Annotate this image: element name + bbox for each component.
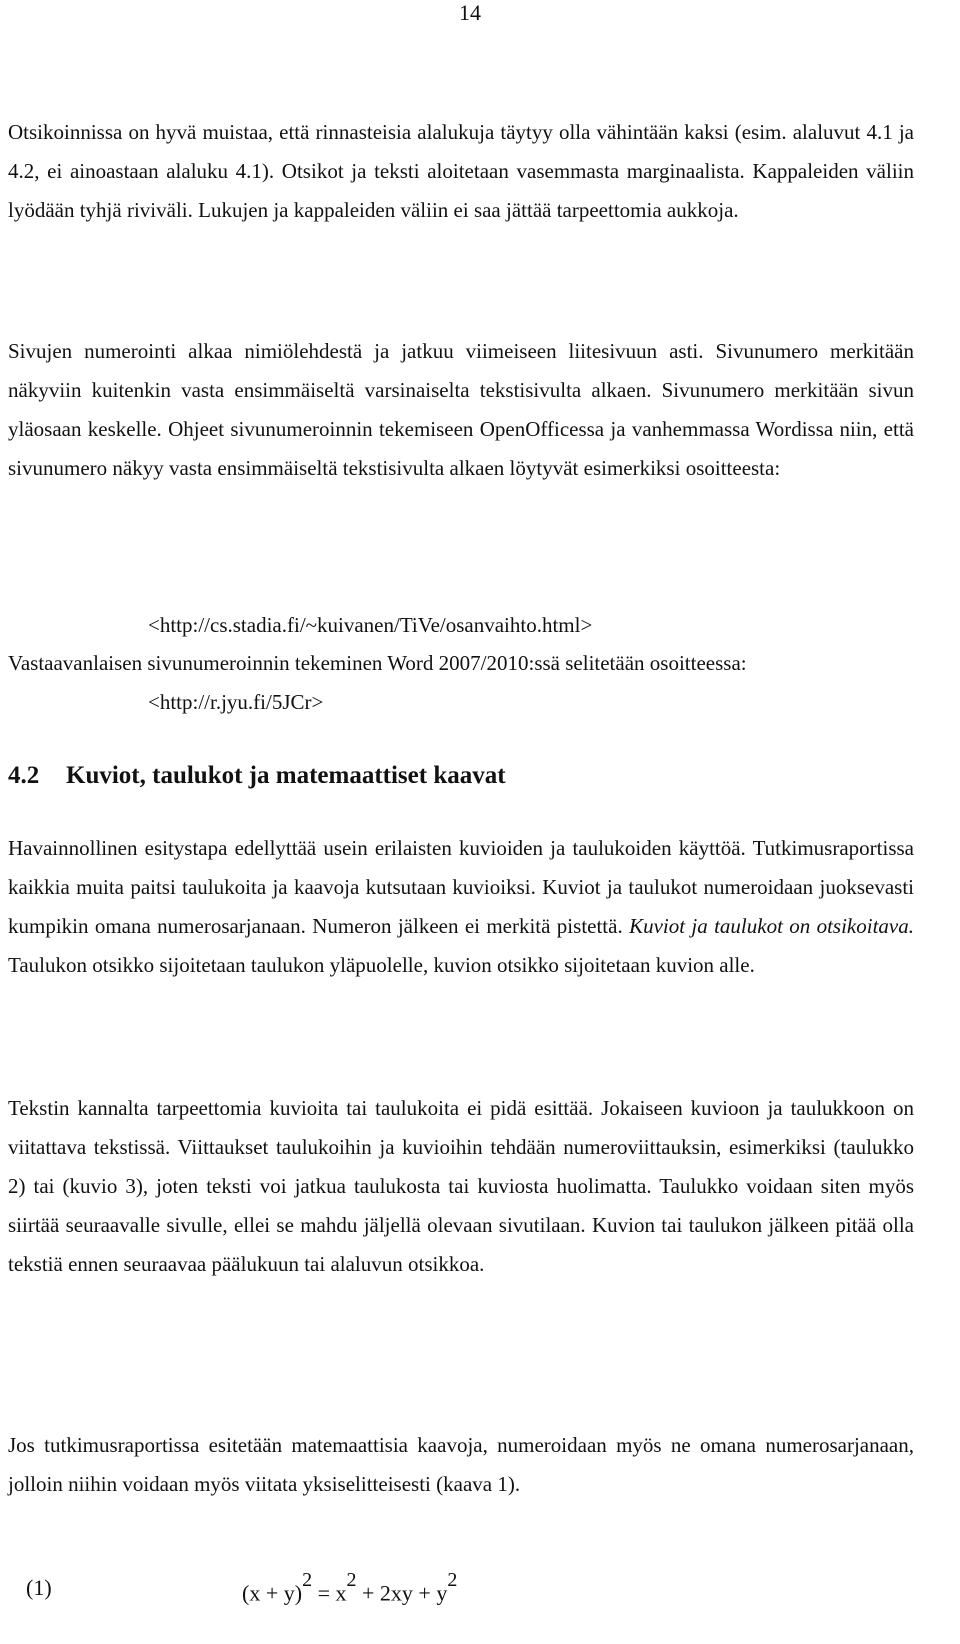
equation-lhs: (x + y) [242,1580,303,1606]
section-heading [8,758,506,794]
paragraph-figures-tables [8,829,914,985]
section-number: 4.2 [8,762,40,789]
paragraph-page-numbering: Sivujen numerointi alkaa nimiölehdestä ja jatkuu viimeiseen liitesivuun asti. Sivunumero merkitään näkyviin kuitenkin vasta ensimmäiseltä varsinaiselta tekstisivulta alkaen. Sivunumero merkitään sivun yläosaan keskelle. Ohjeet sivunumeroinnin tekemiseen OpenOfficessa ja vanhemmassa Wordissa niin, että sivunumero näkyy vasta ensimmäiseltä tekstisivulta alkaen löytyvät esimerkiksi osoitteesta: [8,339,914,480]
equation-block [0,1545,960,1625]
paragraph-subheadings: Otsikoinnissa on hyvä muistaa, että rinnasteisia alalukuja täytyy olla vähintään kaksi (esim. alaluvut 4.1 ja 4.2, ei ainoastaan alaluku 4.1). Otsikot ja teksti aloitetaan vasemmasta marginaalista. Kappaleiden väliin lyödään tyhjä riviväli. Lukujen ja kappaleiden väliin ei saa jättää tarpeettomia aukkoja. [8,120,914,222]
figures-text-start: Havainnollinen esitystapa edellyttää usein erilaisten kuvioiden ja taulukoiden käyttöä. Tutkimusraportissa kaikkia muita paitsi taulukoita ja kaavoja kutsutaan kuvioiksi. Kuviot ja taulukot numeroidaan juoksevasti kumpikin omana numerosarjanaan. Numeron jälkeen ei merkitä pistettä. [8,836,914,938]
section-title: Kuviot, taulukot ja matemaattiset kaavat [66,762,506,789]
equation-y: y [436,1580,448,1606]
equation-x: x [335,1580,347,1606]
equation-lhs-exponent: 2 [302,1569,313,1591]
figures-text-end: Taulukon otsikko sijoitetaan taulukon yläpuolelle, kuvion otsikko sijoitetaan kuvion alle. [8,953,755,977]
paragraph-word-guide: Vastaavanlaisen sivunumeroinnin tekeminen Word 2007/2010:ssä selitetään osoitteessa: [8,651,747,675]
equation-formula [242,1569,458,1606]
equation-label: (1) [26,1575,52,1600]
url-openoffice-guide: <http://cs.stadia.fi/~kuivanen/TiVe/osanvaihto.html> [148,613,593,637]
equation-equals: = [312,1580,336,1606]
paragraph-formulas: Jos tutkimusraportissa esitetään matemaattisia kaavoja, numeroidaan myös ne omana numerosarjanaan, jolloin niihin voidaan myös viitata yksiselitteisesti (kaava 1). [8,1433,914,1496]
url-word-guide: <http://r.jyu.fi/5JCr> [148,690,324,714]
figures-emphasis: Kuviot ja taulukot on otsikoitava. [629,914,914,938]
equation-y-exponent: 2 [447,1569,458,1591]
equation-middle: + 2xy + [356,1580,437,1606]
page-number: 14 [459,0,481,25]
paragraph-references: Tekstin kannalta tarpeettomia kuvioita tai taulukoita ei pidä esittää. Jokaiseen kuvioon ja taulukkoon on viitattava tekstissä. Viittaukset taulukoihin ja kuvioihin tehdään numeroviittauksin, esimerkiksi (taulukko 2) tai (kuvio 3), joten teksti voi jatkua taulukosta tai kuviosta huolimatta. Taulukko voidaan siten myös siirtää seuraavalle sivulle, ellei se mahdu jäljellä olevaan sivutilaan. Kuvion tai taulukon jälkeen pitää olla tekstiä ennen seuraavaa päälukuun tai alaluvun otsikkoa. [8,1096,914,1276]
equation-x-exponent: 2 [346,1569,357,1591]
